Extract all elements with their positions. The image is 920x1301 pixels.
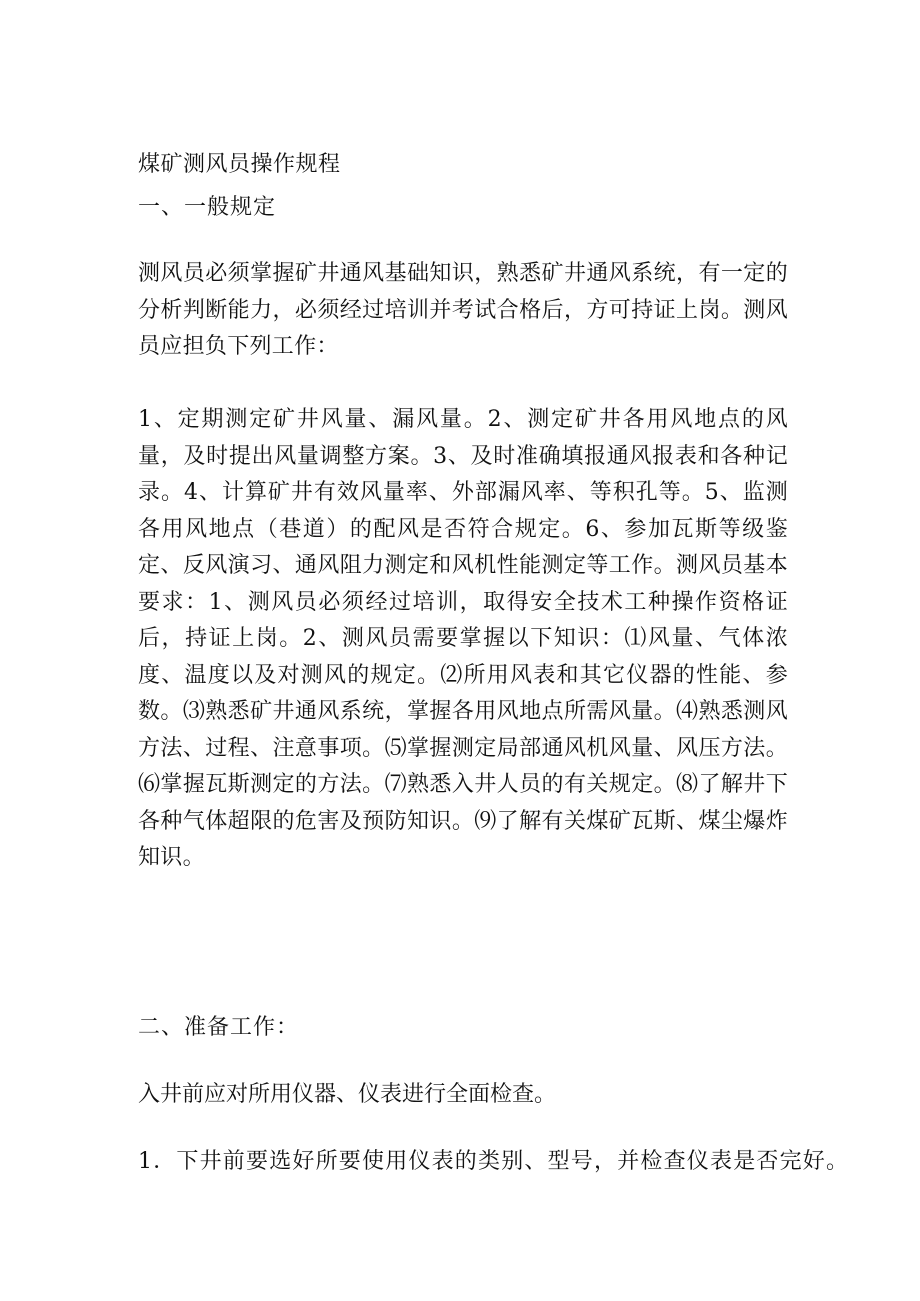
list-item-instrument-selection: 1．下井前要选好所要使用仪表的类别、型号，并检查仪表是否完好。 [138, 1149, 850, 1174]
section-heading-general: 一、一般规定 [138, 195, 277, 220]
paragraph-preparation-check: 入井前应对所用仪器、仪表进行全面检查。 [138, 1082, 557, 1107]
section-heading-preparation: 二、准备工作： [138, 1015, 300, 1040]
paragraph-duties-list: 1、定期测定矿井风量、漏风量。2、测定矿井各用风地点的风量，及时提出风量调整方案。3、及时准确填报通风报表和各种记录。4、计算矿井有效风量率、外部漏风率、等积孔等。5、监测各用风地点（巷道）的配风是否符合规定。6、参加瓦斯等级鉴定、反风演习、通风阻力测定和风机性能测定等工作。测风员基本要求：1、测风员必须经过培训，取得安全技术工种操作资格证后，持证上岗。2、测风员需要掌握以下知识：⑴风量、气体浓度、温度以及对测风的规定。⑵所用风表和其它仪器的性能、参数。⑶熟悉矿井通风系统，掌握各用风地点所需风量。⑷熟悉测风方法、过程、注意事项。⑸掌握测定局部通风机风量、风压方法。⑹掌握瓦斯测定的方法。⑺熟悉入井人员的有关规定。⑻了解井下各种气体超限的危害及预防知识。⑼了解有关煤矿瓦斯、煤尘爆炸知识。 [138, 407, 788, 870]
document-title: 煤矿测风员操作规程 [138, 152, 341, 177]
paragraph-duties-intro: 测风员必须掌握矿井通风基础知识，熟悉矿井通风系统，有一定的分析判断能力，必须经过培训并考试合格后，方可持证上岗。测风员应担负下列工作： [138, 261, 788, 359]
